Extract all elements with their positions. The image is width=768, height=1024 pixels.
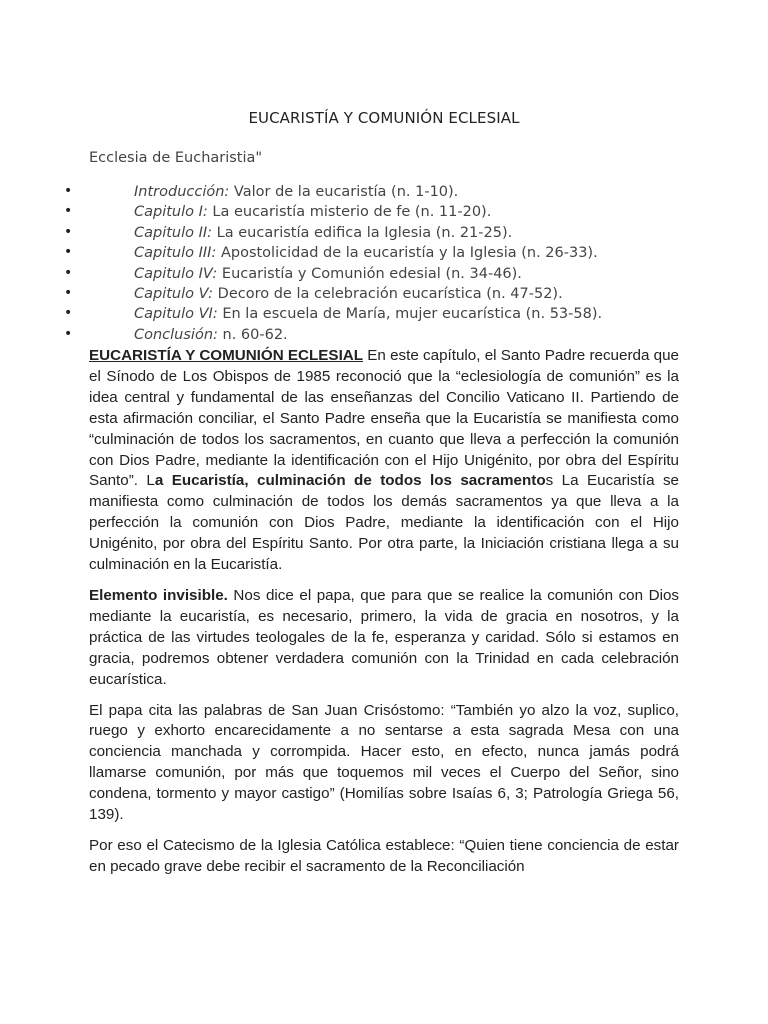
toc-text: n. 60-62. [217, 326, 288, 343]
bullet-icon: • [64, 223, 73, 240]
toc-label: Capitulo I: [134, 204, 208, 221]
toc-text: Valor de la eucaristía (n. 1-10). [229, 184, 459, 200]
bold-phrase: a Eucaristía, culminación de todos los sacramento [154, 472, 546, 490]
toc-item [0, 286, 768, 306]
document-title: EUCARISTÍA Y COMUNIÓN ECLESIAL [248, 109, 520, 127]
toc-label: Capitulo VI: [134, 306, 218, 323]
toc-item [0, 245, 768, 265]
toc-text: Eucaristía y Comunión edesial (n. 34-46). [217, 265, 522, 282]
toc-item [0, 327, 768, 347]
toc-label: Introducción: [134, 184, 230, 200]
paragraph: Por eso el Catecismo de la Iglesia Católica establece: “Quien tiene conciencia de estar en pecado grave debe recibir el sacramento de la Reconciliación [89, 836, 679, 875]
paragraph: Elemento invisible. Nos dice el papa, que para que se realice la comunión con Dios mediante la eucaristía, es necesario, primero, la vida de gracia en nosotros, y la práctica de las virtudes teologales de la fe, esperanza y caridad. Sólo si estamos en gracia, podremos obtener verdadera comunión con la Trinidad en cada celebración eucarística. [89, 586, 679, 688]
toc-text: Apostolicidad de la eucaristía y la Iglesia (n. 26-33). [216, 245, 598, 262]
bullet-icon: • [64, 284, 73, 301]
toc-item [0, 184, 768, 204]
bullet-icon: • [64, 203, 73, 220]
section-heading: EUCARISTÍA Y COMUNIÓN ECLESIAL [89, 347, 364, 364]
toc-label: Capitulo V: [134, 285, 214, 302]
toc-text: La eucaristía misterio de fe (n. 11-20). [207, 204, 492, 221]
bullet-icon: • [64, 183, 73, 199]
document-body [89, 346, 679, 888]
bold-phrase: Elemento invisible. [89, 586, 228, 604]
bullet-icon: • [64, 305, 73, 322]
toc-item [0, 204, 768, 224]
bullet-icon: • [64, 264, 73, 281]
toc-item [0, 225, 768, 245]
toc-text: Decoro de la celebración eucarística (n. 47-52). [213, 285, 563, 302]
table-of-contents [0, 184, 768, 347]
toc-text: En la escuela de María, mujer eucarística (n. 53-58). [217, 306, 603, 323]
bullet-icon: • [64, 325, 73, 342]
toc-label: Capitulo II: [134, 224, 213, 241]
toc-item [0, 266, 768, 286]
paragraph: El papa cita las palabras de San Juan Crisóstomo: “También yo alzo la voz, suplico, ruego y exhorto encarecidamente a no sentarse a esta sagrada Mesa con una conciencia manchada y corrompida. Hacer esto, en efecto, nunca jamás podrá llamarse comunión, por más que toquemos mil veces el Cuerpo del Señor, sino condena, tormento y mayor castigo” (Homilías sobre Isaías 6, 3; Patrología Griega 56, 139). [89, 701, 679, 824]
toc-label: Conclusión: [134, 326, 218, 343]
document-subtitle: Ecclesia de Eucharistia" [89, 150, 263, 166]
toc-item [0, 306, 768, 326]
bullet-icon: • [64, 244, 73, 261]
toc-label: Capitulo III: [134, 245, 217, 262]
toc-label: Capitulo IV: [134, 265, 218, 282]
toc-text: La eucaristía edifica la Iglesia (n. 21-25). [212, 224, 513, 241]
paragraph: EUCARISTÍA Y COMUNIÓN ECLESIAL En este capítulo, el Santo Padre recuerda que el Sínodo de Los Obispos de 1985 reconoció que la “eclesiología de comunión” es la idea central y fundamental de las enseñanzas del Concilio Vaticano II. Partiendo de esta afirmación conciliar, el Santo Padre enseña que la Eucaristía se manifiesta como “culminación de todos los sacramentos, en cuanto que lleva a perfección la comunión con Dios Padre, mediante la identificación con el Hijo Unigénito, por obra del Espíritu Santo”. La Eucaristía, culminación de todos los sacramentos La Eucaristía se manifiesta como culminación de todos los demás sacramentos ya que lleva a la perfección la comunión con Dios Padre, mediante la identificación con el Hijo Unigénito, por obra del Espíritu Santo. Por otra parte, la Iniciación cristiana llega a su culminación en la Eucaristía. [89, 347, 679, 574]
